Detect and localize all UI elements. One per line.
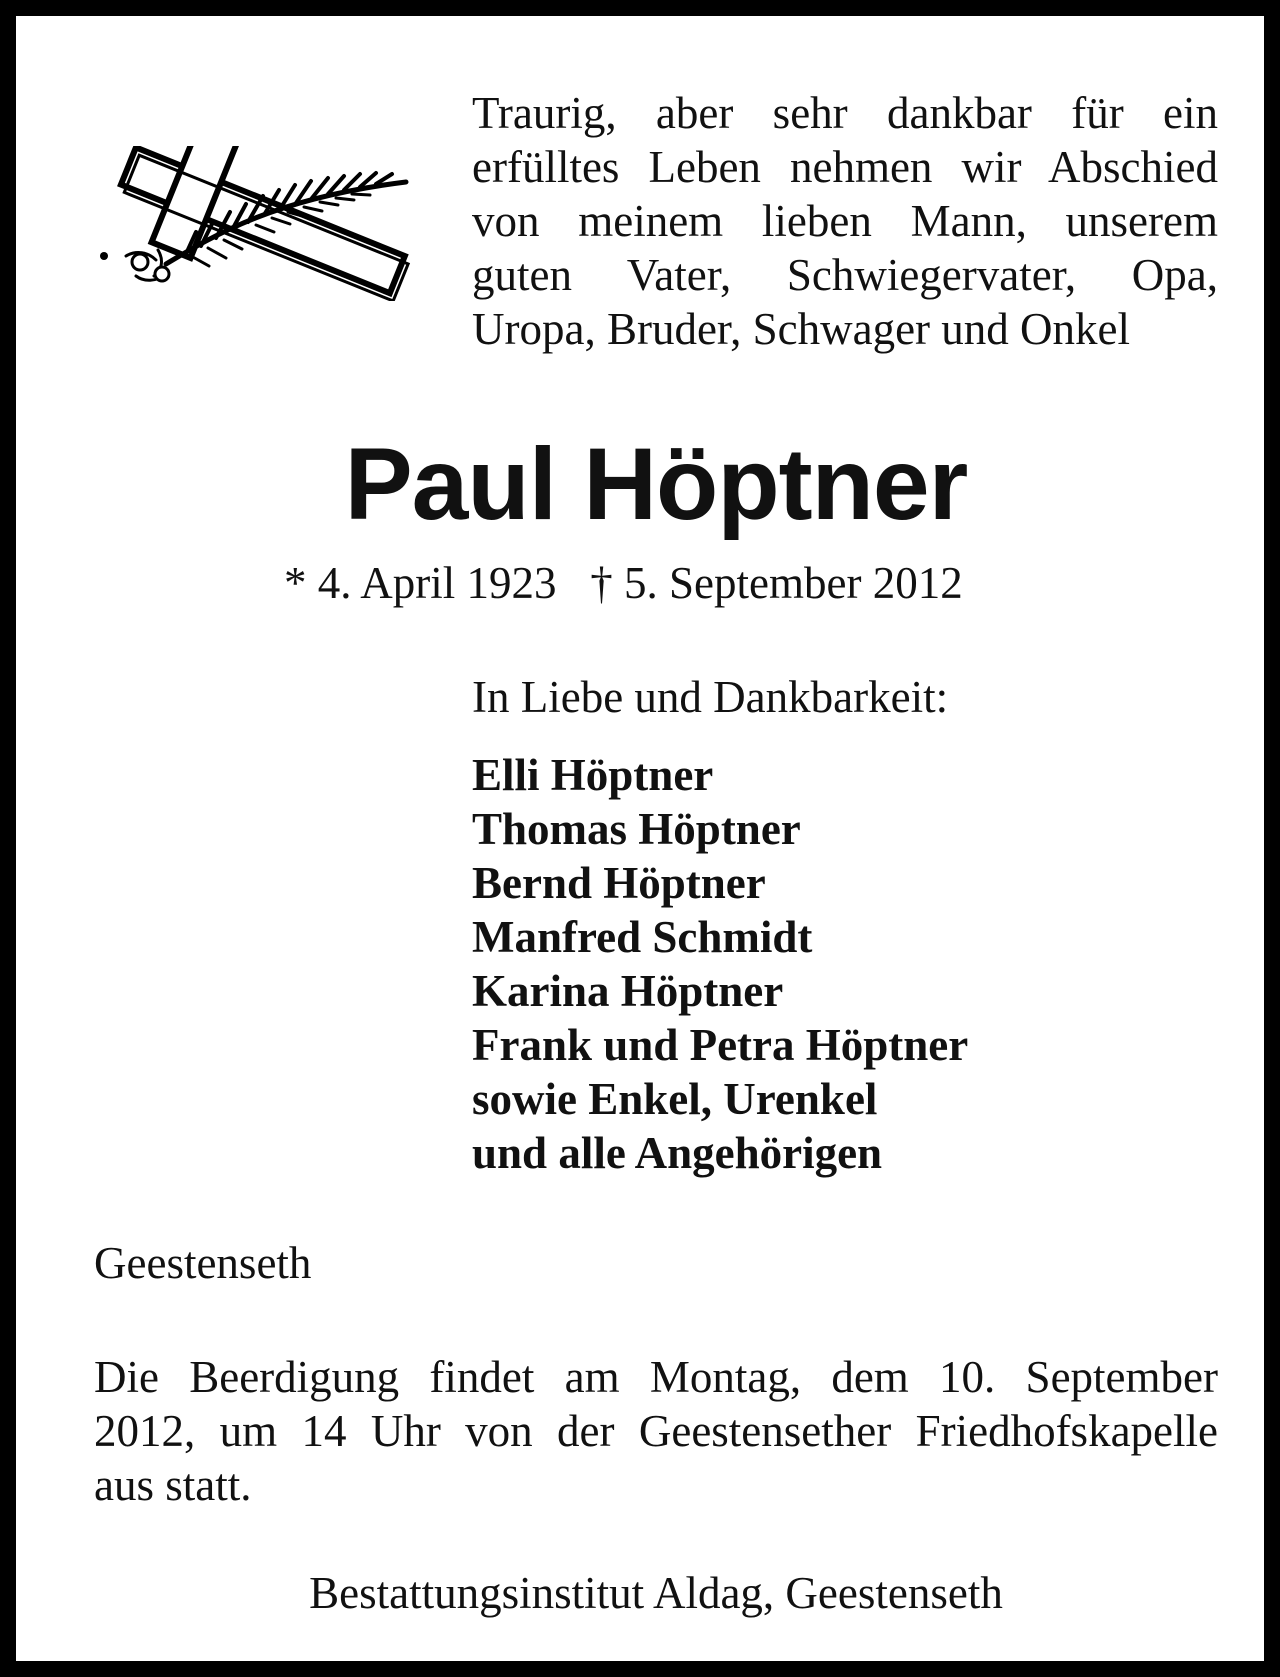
funeral-info (94, 1350, 1218, 1512)
life-dates (284, 556, 963, 610)
birth-date: * 4. April 1923 (284, 558, 557, 608)
intro-line: guten Vater, Schwiegervater, Opa, (472, 250, 1218, 300)
death-date: † 5. September 2012 (590, 558, 963, 608)
mourner-name: Elli Höptner (472, 750, 714, 800)
intro-line: von meinem lieben Mann, unserem (472, 196, 1218, 246)
mourner-name: Frank und Petra Höptner (472, 1020, 969, 1070)
place-name: Geestenseth (94, 1238, 312, 1288)
mourners-list (472, 748, 968, 1180)
mourner-name: Bernd Höptner (472, 858, 766, 908)
undertaker-name: Bestattungsinstitut Aldag, Geestenseth (309, 1568, 1003, 1618)
intro-line: Traurig, aber sehr dankbar für ein (472, 88, 1218, 138)
mourner-name: und alle Angehörigen (472, 1128, 883, 1178)
funeral-line: 2012, um 14 Uhr von der Geestensether Friedhofskapelle (94, 1406, 1218, 1456)
intro-line: erfülltes Leben nehmen wir Abschied (472, 142, 1218, 192)
mourner-name: Karina Höptner (472, 966, 784, 1016)
intro-text (472, 86, 1218, 356)
funeral-line: aus statt. (94, 1460, 252, 1510)
thanks-line: In Liebe und Dankbarkeit: (472, 672, 949, 722)
mourner-name: Thomas Höptner (472, 804, 801, 854)
funeral-line: Die Beerdigung findet am Montag, dem 10. September (94, 1352, 1218, 1402)
deceased-name: Paul Höptner (344, 427, 968, 541)
intro-line: Uropa, Bruder, Schwager und Onkel (472, 304, 1131, 354)
cross-with-palm-branch-icon (96, 146, 426, 301)
mourner-name: Manfred Schmidt (472, 912, 813, 962)
mourner-name: sowie Enkel, Urenkel (472, 1074, 878, 1124)
